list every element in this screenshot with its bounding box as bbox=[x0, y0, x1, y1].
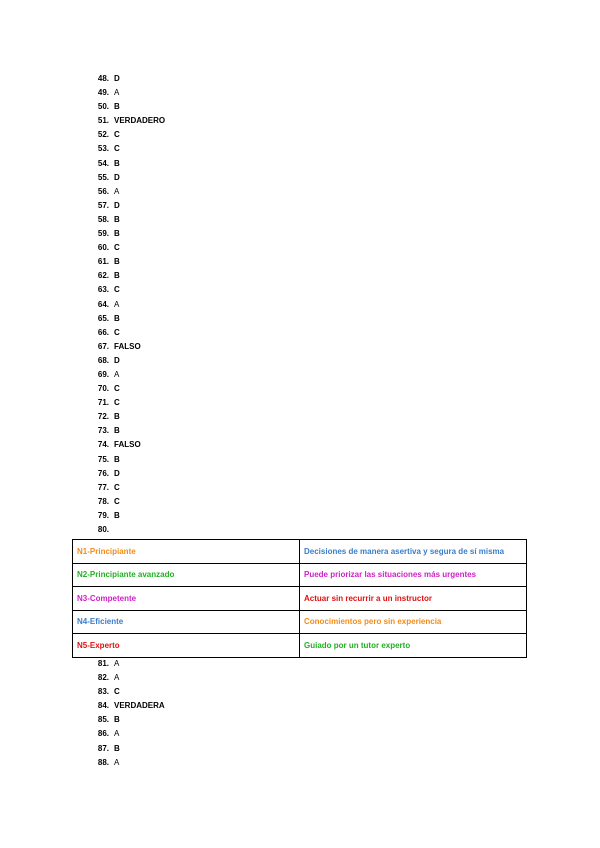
answer-item bbox=[89, 453, 165, 467]
answer-item bbox=[89, 72, 165, 86]
answer-value: B bbox=[114, 313, 120, 323]
question-number: 74. bbox=[97, 440, 109, 450]
answer-value: B bbox=[114, 426, 120, 436]
question-number: 56. bbox=[97, 186, 109, 196]
answer-value: B bbox=[114, 743, 120, 753]
answer-value: B bbox=[114, 715, 120, 725]
table-row bbox=[73, 634, 527, 658]
question-number: 50. bbox=[97, 102, 109, 112]
question-number: 49. bbox=[97, 88, 109, 98]
answer-item bbox=[89, 495, 165, 509]
table-row bbox=[73, 610, 527, 634]
question-number: 66. bbox=[97, 327, 109, 337]
answer-value: D bbox=[114, 74, 120, 83]
answer-item bbox=[89, 227, 165, 241]
answer-value: A bbox=[114, 88, 120, 98]
answer-value: B bbox=[114, 412, 120, 422]
answer-item bbox=[89, 241, 165, 255]
answer-value: A bbox=[114, 757, 120, 767]
answer-item bbox=[89, 467, 165, 481]
table-row bbox=[73, 563, 527, 587]
question-number: 85. bbox=[97, 715, 109, 725]
question-number: 83. bbox=[97, 687, 109, 697]
answer-value: FALSO bbox=[114, 440, 141, 450]
answer-item bbox=[89, 368, 165, 382]
answer-item bbox=[89, 382, 165, 396]
answer-value: A bbox=[114, 369, 120, 379]
level-cell: N1-Principiante bbox=[73, 540, 300, 564]
question-number: 70. bbox=[97, 384, 109, 394]
question-number: 65. bbox=[97, 313, 109, 323]
answer-item bbox=[89, 424, 165, 438]
answer-item bbox=[89, 128, 165, 142]
answer-value: D bbox=[114, 200, 120, 210]
answer-item bbox=[89, 742, 165, 756]
answer-value: C bbox=[114, 482, 120, 492]
answer-item bbox=[89, 685, 165, 699]
question-number: 76. bbox=[97, 468, 109, 478]
answer-value: FALSO bbox=[114, 341, 141, 351]
question-number: 64. bbox=[97, 299, 109, 309]
answer-value: A bbox=[114, 659, 120, 668]
answer-item bbox=[89, 340, 165, 354]
answer-value: C bbox=[114, 144, 120, 154]
answer-list-part1 bbox=[89, 72, 165, 537]
answer-item bbox=[89, 86, 165, 100]
question-number: 54. bbox=[97, 158, 109, 168]
question-number: 51. bbox=[97, 116, 109, 126]
level-cell: N3-Competente bbox=[73, 587, 300, 611]
question-number: 79. bbox=[97, 510, 109, 520]
description-cell: Guiado por un tutor experto bbox=[300, 634, 527, 658]
answer-item bbox=[89, 523, 165, 537]
question-number: 48. bbox=[97, 74, 109, 83]
answer-value: VERDADERA bbox=[114, 701, 165, 711]
question-number: 68. bbox=[97, 355, 109, 365]
question-number: 57. bbox=[97, 200, 109, 210]
answer-item bbox=[89, 114, 165, 128]
answer-item bbox=[89, 396, 165, 410]
answer-item bbox=[89, 142, 165, 156]
answer-value: D bbox=[114, 172, 120, 182]
question-number: 88. bbox=[97, 757, 109, 767]
answer-value: D bbox=[114, 355, 120, 365]
answer-value: C bbox=[114, 285, 120, 295]
answer-value: A bbox=[114, 729, 120, 739]
question-number: 60. bbox=[97, 243, 109, 253]
question-number: 75. bbox=[97, 454, 109, 464]
answer-value: B bbox=[114, 214, 120, 224]
answer-item bbox=[89, 481, 165, 495]
answer-value: B bbox=[114, 257, 120, 267]
answer-item bbox=[89, 438, 165, 452]
question-number: 87. bbox=[97, 743, 109, 753]
answer-value: A bbox=[114, 186, 120, 196]
description-cell: Conocimientos pero sin experiencia bbox=[300, 610, 527, 634]
question-number: 77. bbox=[97, 482, 109, 492]
answer-item bbox=[89, 171, 165, 185]
question-number: 69. bbox=[97, 369, 109, 379]
matching-table bbox=[72, 539, 527, 658]
question-number: 80. bbox=[97, 525, 109, 534]
answer-item bbox=[89, 100, 165, 114]
question-number: 63. bbox=[97, 285, 109, 295]
answer-value: B bbox=[114, 229, 120, 239]
table-row bbox=[73, 540, 527, 564]
answer-list-part2 bbox=[89, 657, 165, 770]
description-cell: Actuar sin recurrir a un instructor bbox=[300, 587, 527, 611]
answer-value: C bbox=[114, 398, 120, 408]
question-number: 73. bbox=[97, 426, 109, 436]
answer-value: B bbox=[114, 271, 120, 281]
question-number: 78. bbox=[97, 496, 109, 506]
question-number: 55. bbox=[97, 172, 109, 182]
answer-item bbox=[89, 326, 165, 340]
answer-item bbox=[89, 213, 165, 227]
answer-value: C bbox=[114, 243, 120, 253]
answer-value: C bbox=[114, 327, 120, 337]
answer-item bbox=[89, 354, 165, 368]
answer-value: A bbox=[114, 299, 120, 309]
answer-item bbox=[89, 410, 165, 424]
level-cell: N5-Experto bbox=[73, 634, 300, 658]
answer-value: C bbox=[114, 384, 120, 394]
answer-item bbox=[89, 269, 165, 283]
question-number: 82. bbox=[97, 673, 109, 683]
description-cell: Puede priorizar las situaciones más urgentes bbox=[300, 563, 527, 587]
answer-item bbox=[89, 283, 165, 297]
answer-item bbox=[89, 312, 165, 326]
answer-item bbox=[89, 509, 165, 523]
answer-item bbox=[89, 298, 165, 312]
question-number: 53. bbox=[97, 144, 109, 154]
answer-item bbox=[89, 657, 165, 671]
question-number: 84. bbox=[97, 701, 109, 711]
answer-item bbox=[89, 713, 165, 727]
answer-value: B bbox=[114, 102, 120, 112]
question-number: 62. bbox=[97, 271, 109, 281]
question-number: 72. bbox=[97, 412, 109, 422]
answer-item bbox=[89, 756, 165, 770]
question-number: 61. bbox=[97, 257, 109, 267]
description-cell: Decisiones de manera asertiva y segura de sí misma bbox=[300, 540, 527, 564]
question-number: 81. bbox=[97, 659, 109, 668]
answer-item bbox=[89, 727, 165, 741]
question-number: 58. bbox=[97, 214, 109, 224]
answer-value: B bbox=[114, 158, 120, 168]
table-row bbox=[73, 587, 527, 611]
answer-item bbox=[89, 671, 165, 685]
question-number: 67. bbox=[97, 341, 109, 351]
answer-value: B bbox=[114, 510, 120, 520]
answer-item bbox=[89, 157, 165, 171]
answer-item bbox=[89, 699, 165, 713]
answer-item bbox=[89, 199, 165, 213]
answer-value: B bbox=[114, 454, 120, 464]
question-number: 59. bbox=[97, 229, 109, 239]
answer-item bbox=[89, 255, 165, 269]
question-number: 52. bbox=[97, 130, 109, 140]
answer-value: C bbox=[114, 687, 120, 697]
answer-value: A bbox=[114, 673, 120, 683]
question-number: 86. bbox=[97, 729, 109, 739]
level-cell: N2-Principiante avanzado bbox=[73, 563, 300, 587]
answer-value: VERDADERO bbox=[114, 116, 166, 126]
answer-value: C bbox=[114, 496, 120, 506]
level-cell: N4-Eficiente bbox=[73, 610, 300, 634]
question-number: 71. bbox=[97, 398, 109, 408]
answer-item bbox=[89, 185, 165, 199]
answer-value: D bbox=[114, 468, 120, 478]
answer-value: C bbox=[114, 130, 120, 140]
